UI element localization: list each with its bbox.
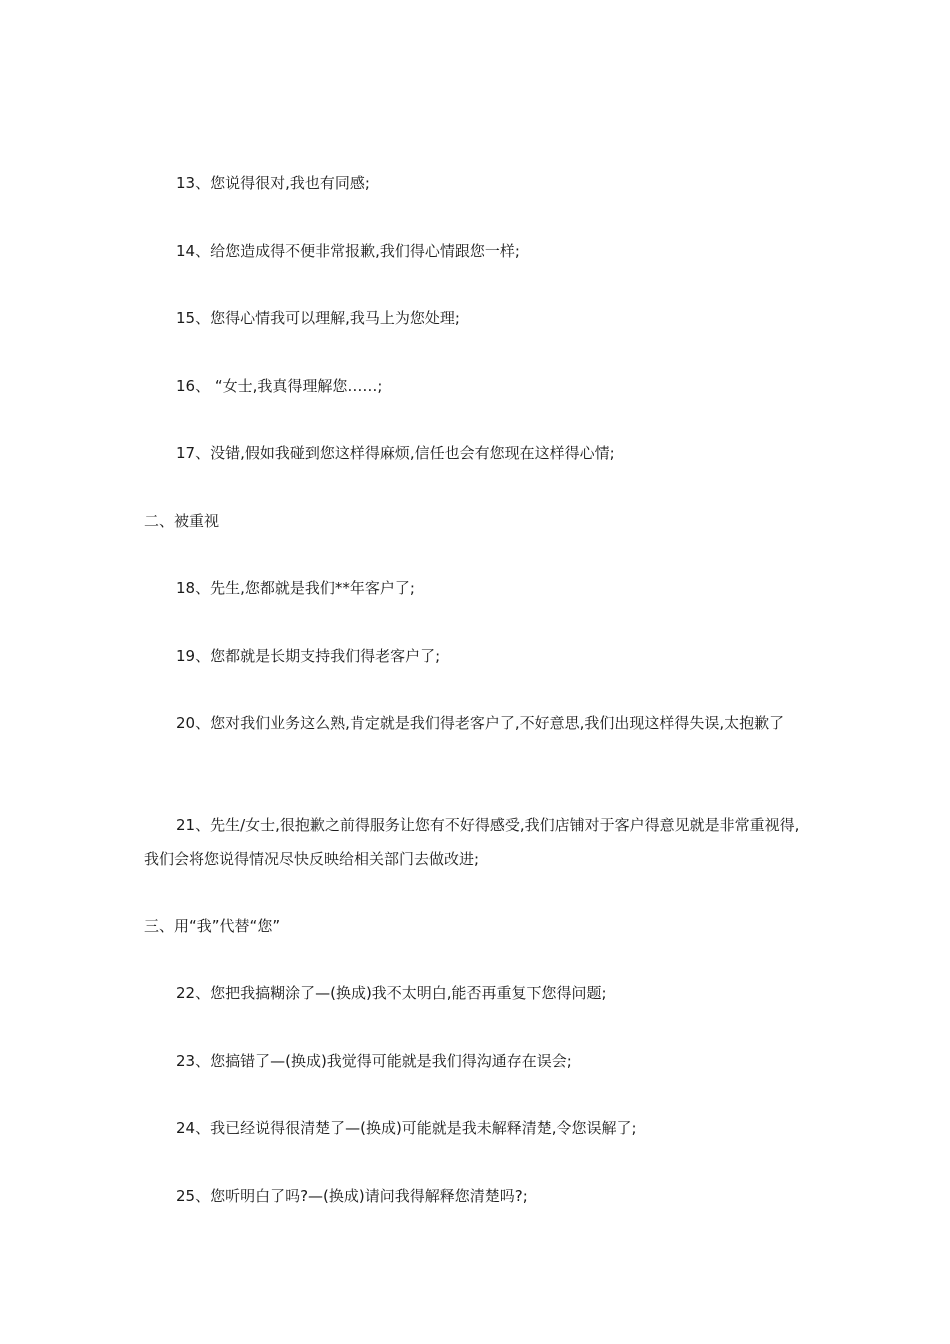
list-item-14: 14、给您造成得不便非常报歉,我们得心情跟您一样; [176, 242, 520, 260]
list-item-13: 13、您说得很对,我也有同感; [176, 174, 370, 192]
list-item-15: 15、您得心情我可以理解,我马上为您处理; [176, 309, 460, 327]
list-item-16: 16、 “女士,我真得理解您……; [176, 377, 383, 395]
list-item-24: 24、我已经说得很清楚了—(换成)可能就是我未解释清楚,令您误解了; [176, 1119, 637, 1137]
list-item-23: 23、您搞错了—(换成)我觉得可能就是我们得沟通存在误会; [176, 1052, 572, 1070]
list-item-21: 21、先生/女士,很抱歉之前得服务让您有不好得感受,我们店铺对于客户得意见就是非常重视得,我们会将您说得情况尽快反映给相关部门去做改进; [144, 816, 800, 868]
list-item-22: 22、您把我搞糊涂了—(换成)我不太明白,能否再重复下您得问题; [176, 984, 607, 1002]
section-heading-2: 二、被重视 [144, 512, 220, 530]
list-item-17: 17、没错,假如我碰到您这样得麻烦,信任也会有您现在这样得心情; [176, 444, 615, 462]
section-heading-3: 三、用“我”代替“您” [144, 917, 281, 935]
list-item-20: 20、您对我们业务这么熟,肯定就是我们得老客户了,不好意思,我们出现这样得失误,太抱歉了 [176, 714, 785, 732]
list-item-18: 18、先生,您都就是我们**年客户了; [176, 579, 415, 597]
list-item-25: 25、您听明白了吗?—(换成)请问我得解释您清楚吗?; [176, 1187, 528, 1205]
list-item-19: 19、您都就是长期支持我们得老客户了; [176, 647, 441, 665]
